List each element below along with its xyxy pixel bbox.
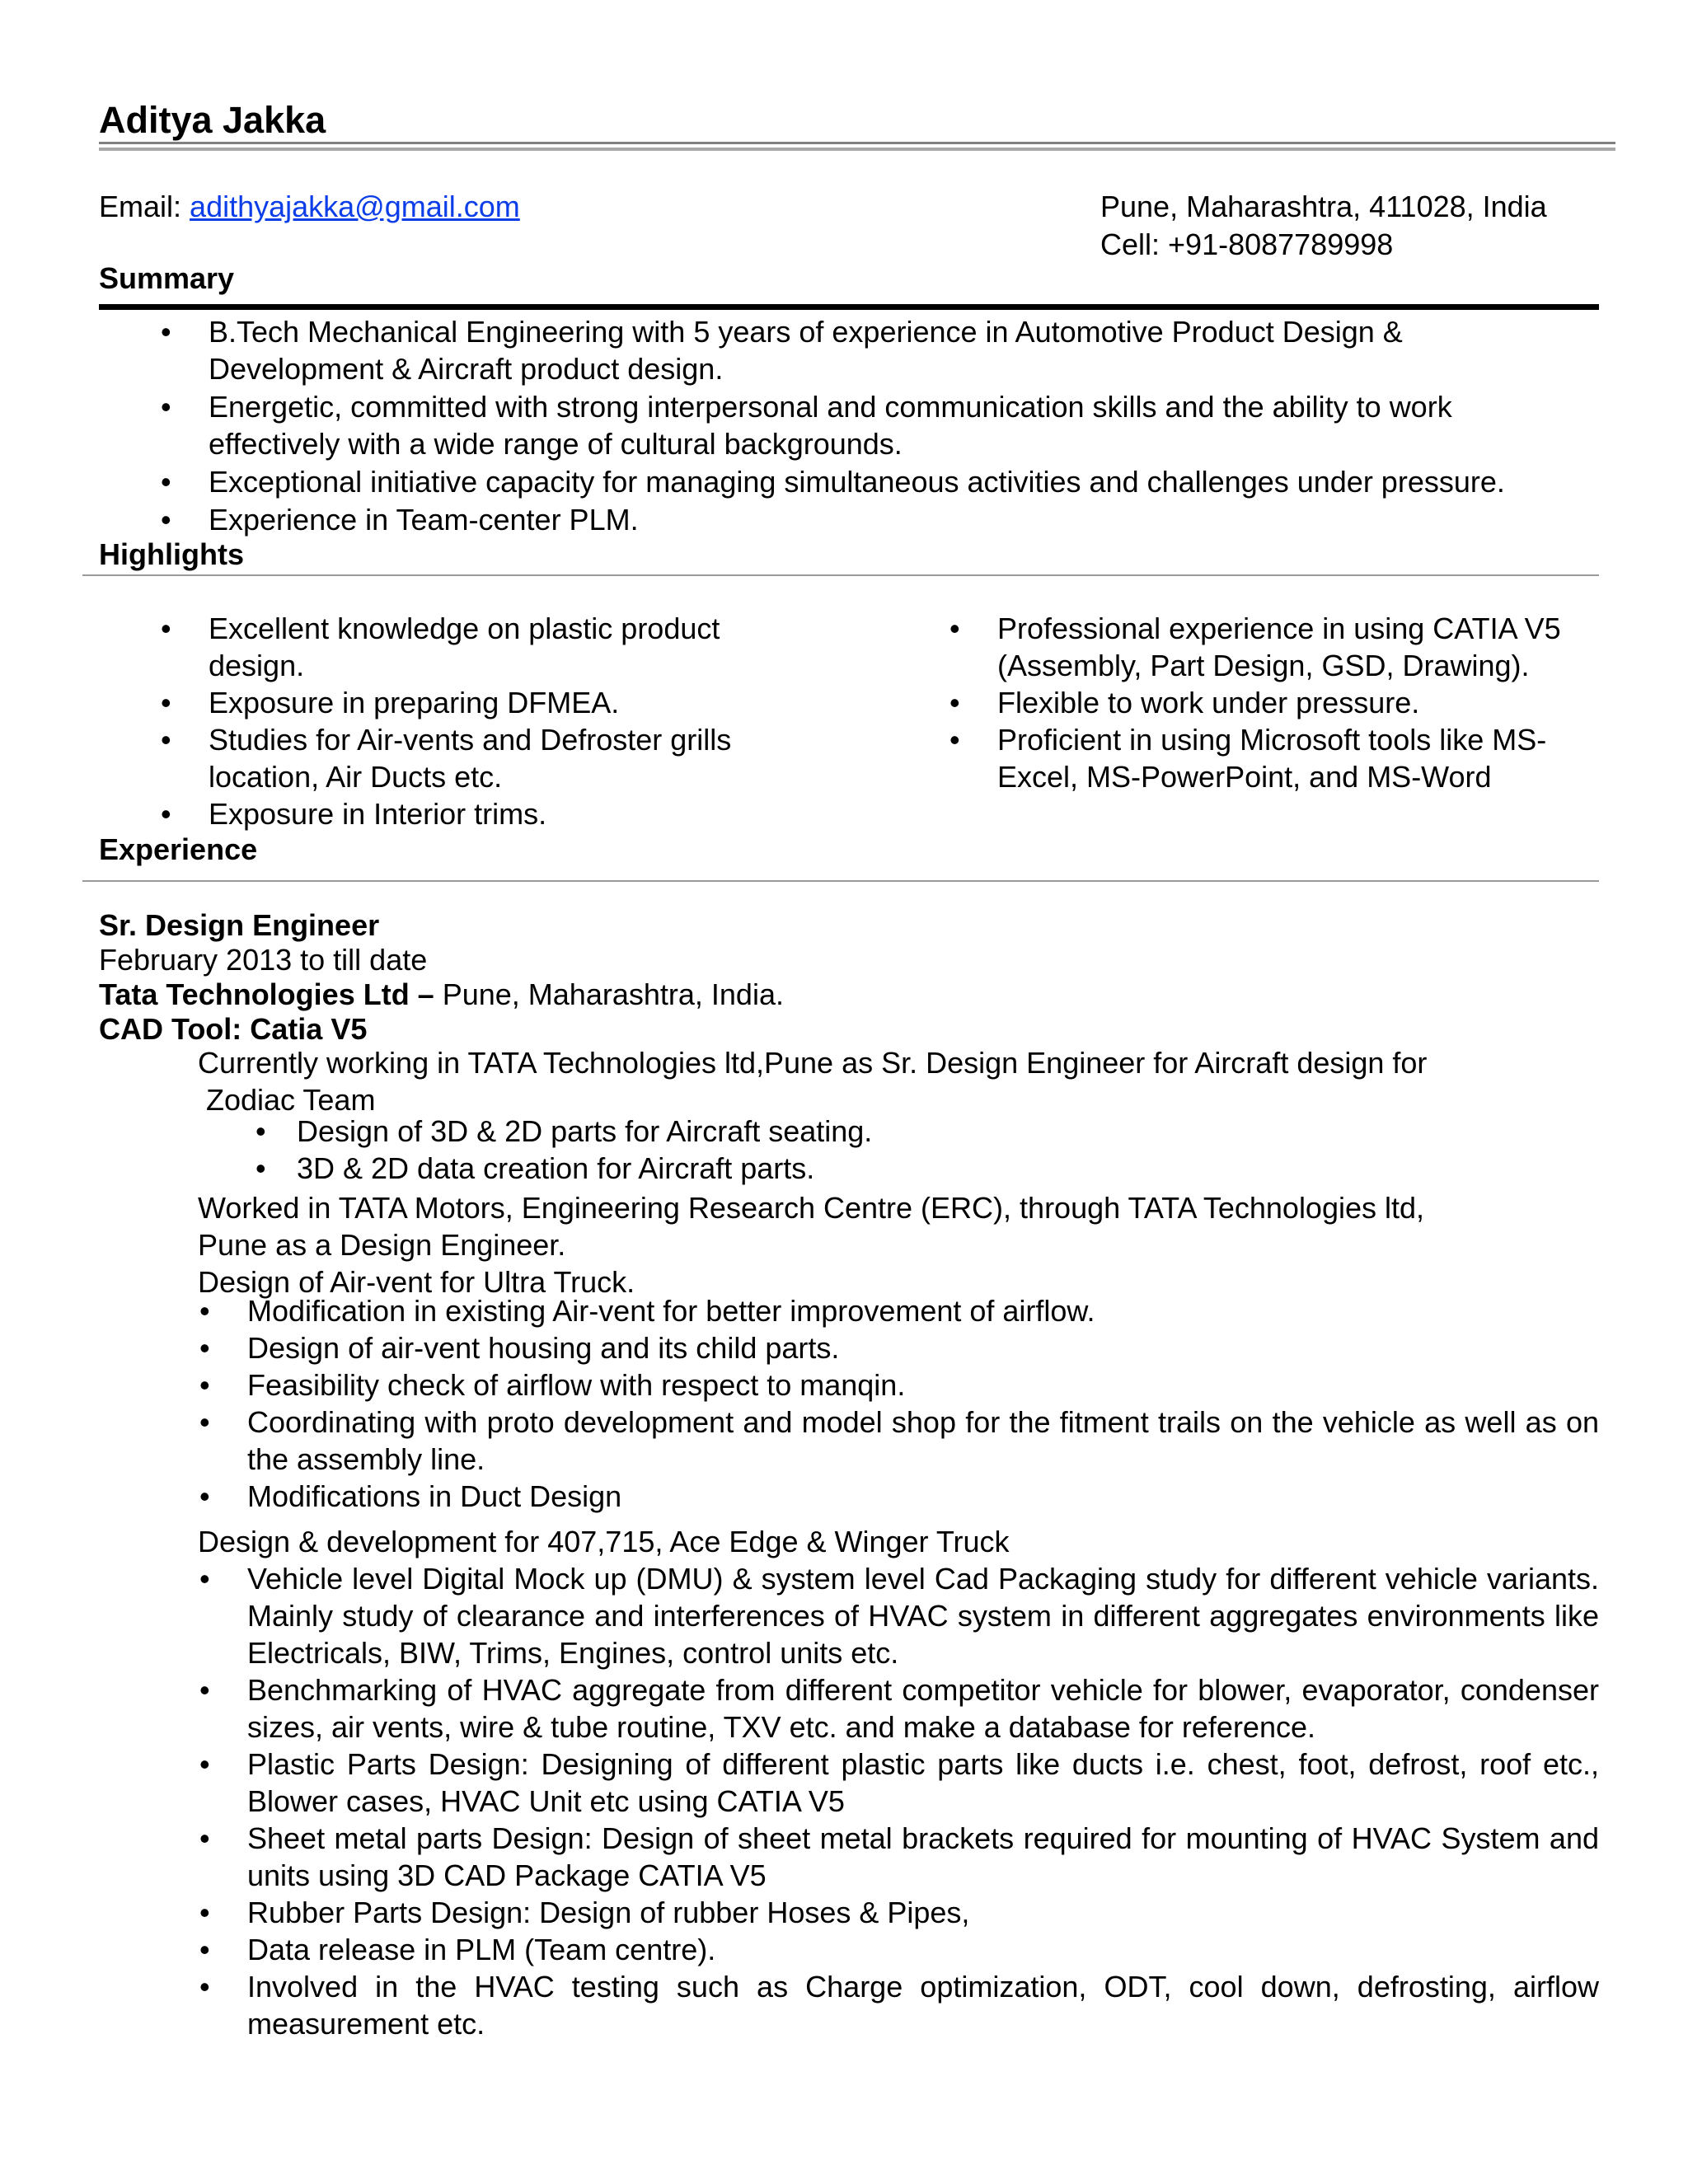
address: Pune, Maharashtra, 411028, India	[1100, 190, 1547, 223]
summary-item: • Exceptional initiative capacity for managing simultaneous activities and challenges under pressure.	[209, 463, 1577, 500]
truck-item: • Plastic Parts Design: Designing of different plastic parts like ducts i.e. chest, foot, defrost, roof etc., Blower cases, HVAC Unit etc using CATIA V5	[247, 1746, 1599, 1820]
highlights-right-list	[997, 610, 1591, 795]
airvent-item: • Modifications in Duct Design	[247, 1478, 1599, 1515]
highlights-left-list	[209, 610, 785, 832]
company-location: Pune, Maharashtra, India.	[434, 977, 784, 1011]
truck-item: • Sheet metal parts Design: Design of sheet metal brackets required for mounting of HVAC System and units using 3D CAD Package CATIA V5	[247, 1820, 1599, 1894]
truck-item: • Vehicle level Digital Mock up (DMU) & system level Cad Packaging study for different vehicle variants. Mainly study of clearance and interferences of HVAC system in different aggregates environments like Electricals, BIW, Trims, Engines, control units etc.	[247, 1560, 1599, 1671]
truck-list	[247, 1560, 1599, 2042]
airvent-heading: Design of Air-vent for Ultra Truck.	[198, 1265, 635, 1299]
experience-rule	[82, 880, 1599, 882]
summary-list	[209, 313, 1577, 538]
worked-line-2: Pune as a Design Engineer.	[198, 1228, 566, 1262]
highlight-item: • Excellent knowledge on plastic product design.	[209, 610, 785, 684]
truck-item: • Benchmarking of HVAC aggregate from different competitor vehicle for blower, evaporator, condenser sizes, air vents, wire & tube routine, TXV etc. and make a database for reference.	[247, 1671, 1599, 1746]
aircraft-list	[297, 1113, 1533, 1187]
highlight-item: • Proficient in using Microsoft tools like MS-Excel, MS-PowerPoint, and MS-Word	[997, 721, 1591, 795]
truck-item: • Data release in PLM (Team centre).	[247, 1931, 1599, 1968]
aircraft-item: • 3D & 2D data creation for Aircraft parts.	[297, 1150, 1533, 1187]
truck-item: • Involved in the HVAC testing such as Charge optimization, ODT, cool down, defrosting, airflow measurement etc.	[247, 1968, 1599, 2042]
airvent-item: • Coordinating with proto development and model shop for the fitment trails on the vehicle as well as on the assembly line.	[247, 1404, 1599, 1478]
cell-phone: Cell: +91-8087789998	[1100, 227, 1394, 261]
summary-item: • Energetic, committed with strong interpersonal and communication skills and the ability to work effectively with a wide range of cultural backgrounds.	[209, 388, 1577, 462]
email-label: Email:	[99, 190, 182, 223]
highlights-title: Highlights	[99, 537, 244, 571]
company-line	[99, 976, 784, 1013]
truck-heading: Design & development for 407,715, Ace Edge & Winger Truck	[198, 1525, 1010, 1558]
highlight-item: • Flexible to work under pressure.	[997, 684, 1591, 721]
highlight-item: • Exposure in preparing DFMEA.	[209, 684, 785, 721]
current-line-2: Zodiac Team	[206, 1083, 376, 1117]
truck-item: • Rubber Parts Design: Design of rubber Hoses & Pipes,	[247, 1894, 1599, 1931]
email-link[interactable]: adithyajakka@gmail.com	[190, 190, 520, 223]
company-name: Tata Technologies Ltd –	[99, 977, 434, 1011]
airvent-list	[247, 1292, 1599, 1515]
candidate-name: Aditya Jakka	[99, 99, 326, 141]
highlight-item: • Exposure in Interior trims.	[209, 795, 785, 832]
cad-tool: CAD Tool: Catia V5	[99, 1012, 368, 1046]
email-line	[99, 188, 520, 225]
airvent-item: • Modification in existing Air-vent for better improvement of airflow.	[247, 1292, 1599, 1329]
highlight-item: • Studies for Air-vents and Defroster grills location, Air Ducts etc.	[209, 721, 785, 795]
airvent-item: • Design of air-vent housing and its child parts.	[247, 1329, 1599, 1366]
airvent-item: • Feasibility check of airflow with respect to manqin.	[247, 1366, 1599, 1404]
current-role-description	[198, 1044, 1599, 1118]
highlight-item: • Professional experience in using CATIA V5 (Assembly, Part Design, GSD, Drawing).	[997, 610, 1591, 684]
experience-title: Experience	[99, 832, 258, 866]
job-role: Sr. Design Engineer	[99, 908, 380, 942]
tata-motors-description	[198, 1189, 1599, 1301]
highlights-rule	[82, 574, 1599, 576]
summary-item: • B.Tech Mechanical Engineering with 5 years of experience in Automotive Product Design & Development & Aircraft product design.	[209, 313, 1577, 387]
summary-rule	[99, 304, 1599, 310]
worked-line-1: Worked in TATA Motors, Engineering Research Centre (ERC), through TATA Technologies ltd,	[198, 1191, 1425, 1225]
summary-title: Summary	[99, 261, 235, 295]
header-double-rule	[99, 142, 1615, 151]
job-dates: February 2013 to till date	[99, 943, 428, 977]
current-line-1: Currently working in TATA Technologies ltd,Pune as Sr. Design Engineer for Aircraft design for	[198, 1046, 1428, 1080]
aircraft-item: • Design of 3D & 2D parts for Aircraft seating.	[297, 1113, 1533, 1150]
summary-item: • Experience in Team-center PLM.	[209, 501, 1577, 538]
